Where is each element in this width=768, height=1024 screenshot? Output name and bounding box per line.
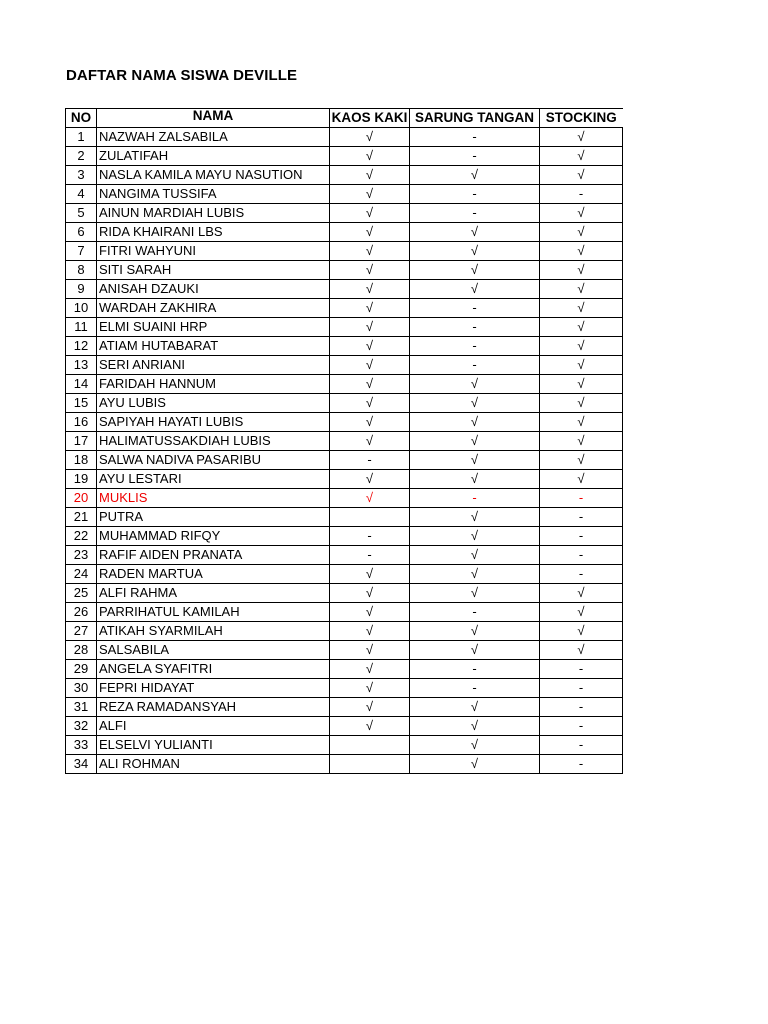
row-number: 25 (66, 584, 97, 603)
kaos-kaki-mark: √ (330, 603, 410, 622)
row-number: 5 (66, 204, 97, 223)
stocking-mark: √ (540, 413, 623, 432)
row-number: 27 (66, 622, 97, 641)
kaos-kaki-mark: √ (330, 128, 410, 147)
table-row (66, 679, 623, 698)
student-name: FARIDAH HANNUM (97, 375, 330, 394)
kaos-kaki-mark: √ (330, 204, 410, 223)
student-name: ELMI SUAINI HRP (97, 318, 330, 337)
stocking-mark: √ (540, 147, 623, 166)
row-number: 33 (66, 736, 97, 755)
header-stocking: STOCKING (540, 109, 623, 128)
student-name: FEPRI HIDAYAT (97, 679, 330, 698)
row-number: 21 (66, 508, 97, 527)
row-number: 8 (66, 261, 97, 280)
kaos-kaki-mark: √ (330, 470, 410, 489)
student-name: ANGELA SYAFITRI (97, 660, 330, 679)
table-row (66, 717, 623, 736)
kaos-kaki-mark: √ (330, 242, 410, 261)
table-row (66, 242, 623, 261)
kaos-kaki-mark: √ (330, 280, 410, 299)
table-body (66, 128, 623, 774)
row-number: 7 (66, 242, 97, 261)
row-number: 26 (66, 603, 97, 622)
kaos-kaki-mark: √ (330, 223, 410, 242)
stocking-mark: √ (540, 280, 623, 299)
stocking-mark: √ (540, 299, 623, 318)
sarung-tangan-mark: √ (410, 242, 540, 261)
table-row (66, 261, 623, 280)
stocking-mark: √ (540, 432, 623, 451)
student-name: NASLA KAMILA MAYU NASUTION (97, 166, 330, 185)
kaos-kaki-mark: √ (330, 679, 410, 698)
row-number: 29 (66, 660, 97, 679)
student-name: RADEN MARTUA (97, 565, 330, 584)
stocking-mark: - (540, 755, 623, 774)
table-row (66, 185, 623, 204)
sarung-tangan-mark: - (410, 679, 540, 698)
table-row (66, 755, 623, 774)
student-name: PARRIHATUL KAMILAH (97, 603, 330, 622)
sarung-tangan-mark: √ (410, 394, 540, 413)
student-name: MUHAMMAD RIFQY (97, 527, 330, 546)
stocking-mark: - (540, 736, 623, 755)
sarung-tangan-mark: √ (410, 546, 540, 565)
row-number: 1 (66, 128, 97, 147)
student-name: ALI ROHMAN (97, 755, 330, 774)
table-row (66, 413, 623, 432)
student-name: SITI SARAH (97, 261, 330, 280)
table-row (66, 584, 623, 603)
student-table (65, 108, 623, 774)
table-row (66, 166, 623, 185)
row-number: 15 (66, 394, 97, 413)
table-row (66, 375, 623, 394)
student-name: WARDAH ZAKHIRA (97, 299, 330, 318)
sarung-tangan-mark: √ (410, 736, 540, 755)
stocking-mark: √ (540, 337, 623, 356)
stocking-mark: - (540, 546, 623, 565)
kaos-kaki-mark: √ (330, 375, 410, 394)
kaos-kaki-mark: √ (330, 660, 410, 679)
sarung-tangan-mark: √ (410, 527, 540, 546)
sarung-tangan-mark: √ (410, 698, 540, 717)
student-name: ALFI (97, 717, 330, 736)
table-row (66, 451, 623, 470)
stocking-mark: √ (540, 318, 623, 337)
sarung-tangan-mark: - (410, 204, 540, 223)
row-number: 4 (66, 185, 97, 204)
row-number: 20 (66, 489, 97, 508)
stocking-mark: - (540, 660, 623, 679)
table-row (66, 356, 623, 375)
student-name: REZA RAMADANSYAH (97, 698, 330, 717)
student-name: AINUN MARDIAH LUBIS (97, 204, 330, 223)
sarung-tangan-mark: - (410, 489, 540, 508)
kaos-kaki-mark: √ (330, 185, 410, 204)
sarung-tangan-mark: √ (410, 223, 540, 242)
student-name: RAFIF AIDEN PRANATA (97, 546, 330, 565)
kaos-kaki-mark (330, 736, 410, 755)
kaos-kaki-mark: √ (330, 413, 410, 432)
sarung-tangan-mark: √ (410, 584, 540, 603)
stocking-mark: √ (540, 470, 623, 489)
sarung-tangan-mark: √ (410, 755, 540, 774)
stocking-mark: √ (540, 451, 623, 470)
row-number: 32 (66, 717, 97, 736)
stocking-mark: √ (540, 641, 623, 660)
kaos-kaki-mark: - (330, 527, 410, 546)
student-name: ATIAM HUTABARAT (97, 337, 330, 356)
kaos-kaki-mark: √ (330, 166, 410, 185)
stocking-mark: √ (540, 166, 623, 185)
table-row (66, 280, 623, 299)
sarung-tangan-mark: - (410, 185, 540, 204)
kaos-kaki-mark: √ (330, 584, 410, 603)
row-number: 2 (66, 147, 97, 166)
table-row (66, 223, 623, 242)
table-row (66, 318, 623, 337)
stocking-mark: √ (540, 394, 623, 413)
kaos-kaki-mark: √ (330, 698, 410, 717)
table-row (66, 546, 623, 565)
sarung-tangan-mark: √ (410, 280, 540, 299)
student-name: ZULATIFAH (97, 147, 330, 166)
table-header-row (66, 109, 623, 128)
stocking-mark: - (540, 679, 623, 698)
stocking-mark: √ (540, 622, 623, 641)
sarung-tangan-mark: √ (410, 717, 540, 736)
sarung-tangan-mark: √ (410, 622, 540, 641)
student-name: NANGIMA TUSSIFA (97, 185, 330, 204)
student-name: RIDA KHAIRANI LBS (97, 223, 330, 242)
stocking-mark: - (540, 717, 623, 736)
stocking-mark: - (540, 565, 623, 584)
stocking-mark: - (540, 508, 623, 527)
student-name: HALIMATUSSAKDIAH LUBIS (97, 432, 330, 451)
kaos-kaki-mark: √ (330, 318, 410, 337)
table-row (66, 698, 623, 717)
sarung-tangan-mark: - (410, 128, 540, 147)
table-row (66, 299, 623, 318)
kaos-kaki-mark: √ (330, 489, 410, 508)
kaos-kaki-mark: √ (330, 261, 410, 280)
stocking-mark: √ (540, 261, 623, 280)
table-row (66, 147, 623, 166)
student-name: AYU LUBIS (97, 394, 330, 413)
header-kaos-kaki: KAOS KAKI (330, 109, 410, 128)
student-name: ANISAH DZAUKI (97, 280, 330, 299)
student-name: SERI ANRIANI (97, 356, 330, 375)
kaos-kaki-mark: √ (330, 622, 410, 641)
sarung-tangan-mark: √ (410, 641, 540, 660)
sarung-tangan-mark: - (410, 299, 540, 318)
sarung-tangan-mark: - (410, 337, 540, 356)
sarung-tangan-mark: - (410, 603, 540, 622)
table-row (66, 508, 623, 527)
student-name: SALSABILA (97, 641, 330, 660)
table-row (66, 641, 623, 660)
kaos-kaki-mark: √ (330, 717, 410, 736)
kaos-kaki-mark: √ (330, 641, 410, 660)
row-number: 34 (66, 755, 97, 774)
header-no: NO (66, 109, 97, 128)
header-nama: NAMA (97, 109, 330, 128)
row-number: 11 (66, 318, 97, 337)
row-number: 12 (66, 337, 97, 356)
row-number: 14 (66, 375, 97, 394)
row-number: 30 (66, 679, 97, 698)
kaos-kaki-mark: √ (330, 337, 410, 356)
stocking-mark: √ (540, 603, 623, 622)
sarung-tangan-mark: √ (410, 508, 540, 527)
kaos-kaki-mark: √ (330, 394, 410, 413)
student-name: ALFI RAHMA (97, 584, 330, 603)
table-row (66, 565, 623, 584)
row-number: 19 (66, 470, 97, 489)
student-name: FITRI WAHYUNI (97, 242, 330, 261)
row-number: 9 (66, 280, 97, 299)
table-row (66, 660, 623, 679)
row-number: 31 (66, 698, 97, 717)
sarung-tangan-mark: √ (410, 565, 540, 584)
sarung-tangan-mark: - (410, 147, 540, 166)
kaos-kaki-mark (330, 755, 410, 774)
table-row (66, 394, 623, 413)
stocking-mark: √ (540, 584, 623, 603)
table-row (66, 470, 623, 489)
kaos-kaki-mark: √ (330, 299, 410, 318)
kaos-kaki-mark (330, 508, 410, 527)
table-row (66, 337, 623, 356)
student-name: PUTRA (97, 508, 330, 527)
stocking-mark: √ (540, 128, 623, 147)
kaos-kaki-mark: √ (330, 356, 410, 375)
sarung-tangan-mark: - (410, 356, 540, 375)
stocking-mark: - (540, 185, 623, 204)
sarung-tangan-mark: √ (410, 470, 540, 489)
stocking-mark: - (540, 489, 623, 508)
row-number: 3 (66, 166, 97, 185)
row-number: 10 (66, 299, 97, 318)
kaos-kaki-mark: √ (330, 147, 410, 166)
table-row (66, 432, 623, 451)
row-number: 13 (66, 356, 97, 375)
kaos-kaki-mark: - (330, 546, 410, 565)
stocking-mark: √ (540, 242, 623, 261)
kaos-kaki-mark: √ (330, 432, 410, 451)
row-number: 22 (66, 527, 97, 546)
table-row (66, 527, 623, 546)
row-number: 6 (66, 223, 97, 242)
sarung-tangan-mark: √ (410, 166, 540, 185)
sarung-tangan-mark: √ (410, 375, 540, 394)
stocking-mark: - (540, 698, 623, 717)
table-row (66, 128, 623, 147)
table-row (66, 622, 623, 641)
stocking-mark: - (540, 527, 623, 546)
sarung-tangan-mark: √ (410, 432, 540, 451)
row-number: 18 (66, 451, 97, 470)
kaos-kaki-mark: - (330, 451, 410, 470)
sarung-tangan-mark: - (410, 660, 540, 679)
sarung-tangan-mark: √ (410, 261, 540, 280)
sarung-tangan-mark: - (410, 318, 540, 337)
student-name: SALWA NADIVA PASARIBU (97, 451, 330, 470)
table-row (66, 736, 623, 755)
stocking-mark: √ (540, 223, 623, 242)
page-title: DAFTAR NAMA SISWA DEVILLE (66, 67, 298, 84)
row-number: 28 (66, 641, 97, 660)
stocking-mark: √ (540, 356, 623, 375)
student-name: NAZWAH ZALSABILA (97, 128, 330, 147)
student-name: SAPIYAH HAYATI LUBIS (97, 413, 330, 432)
stocking-mark: √ (540, 375, 623, 394)
student-name: AYU LESTARI (97, 470, 330, 489)
row-number: 17 (66, 432, 97, 451)
row-number: 16 (66, 413, 97, 432)
table-row (66, 204, 623, 223)
student-name: ELSELVI YULIANTI (97, 736, 330, 755)
sarung-tangan-mark: √ (410, 451, 540, 470)
table-row (66, 489, 623, 508)
stocking-mark: √ (540, 204, 623, 223)
kaos-kaki-mark: √ (330, 565, 410, 584)
row-number: 23 (66, 546, 97, 565)
header-sarung-tangan: SARUNG TANGAN (410, 109, 540, 128)
student-name: ATIKAH SYARMILAH (97, 622, 330, 641)
table-row (66, 603, 623, 622)
row-number: 24 (66, 565, 97, 584)
student-name: MUKLIS (97, 489, 330, 508)
sarung-tangan-mark: √ (410, 413, 540, 432)
